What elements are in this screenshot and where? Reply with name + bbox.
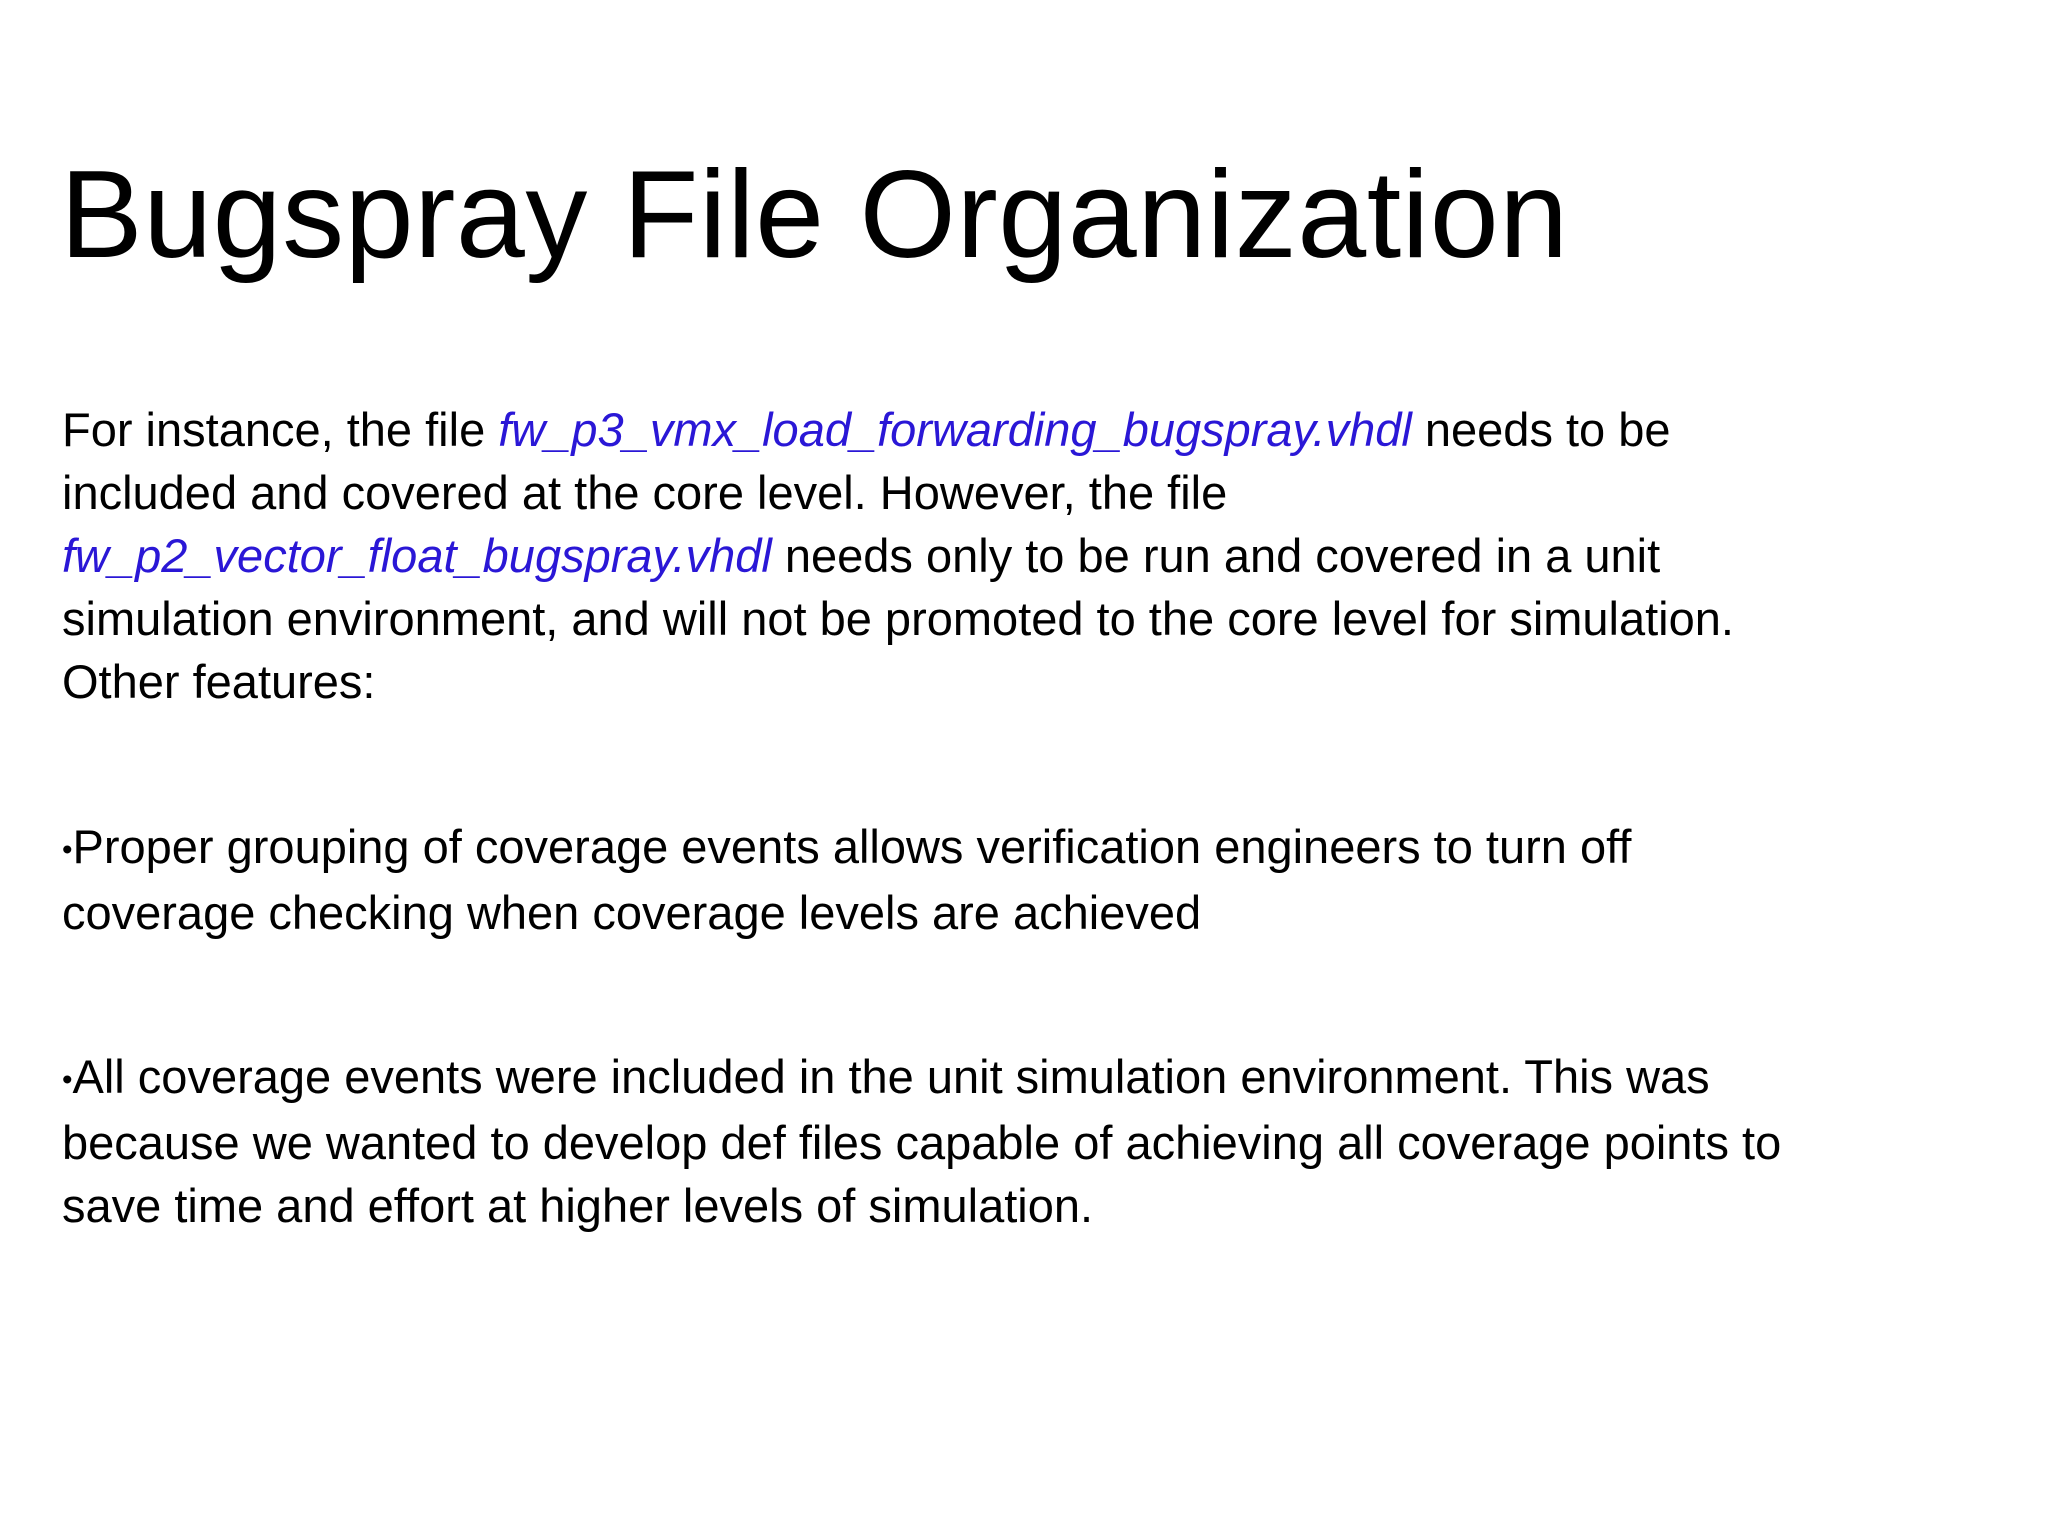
intro-line-4: simulation environment, and will not be promoted to the core level for simulation. — [62, 592, 1734, 645]
intro-text: For instance, the file — [62, 403, 499, 456]
intro-paragraph — [62, 398, 1992, 713]
intro-text: needs to be — [1411, 403, 1671, 456]
bullet-line-2: because we wanted to develop def files capable of achieving all coverage points to — [62, 1116, 1782, 1170]
slide-title: Bugspray File Organization — [60, 146, 1569, 284]
bullet-line-1 — [62, 815, 1992, 881]
intro-line-3 — [62, 524, 1992, 587]
bullet-marker: • — [62, 1063, 73, 1097]
bullet-line-2: coverage checking when coverage levels are achieved — [62, 886, 1202, 940]
bullet-marker: • — [62, 833, 73, 867]
bullet-text: All coverage events were included in the unit simulation environment. This was — [72, 1050, 1710, 1103]
intro-line-2: included and covered at the core level. However, the file — [62, 466, 1228, 519]
bullet-line-3: save time and effort at higher levels of simulation. — [62, 1179, 1094, 1233]
bullet-text: Proper grouping of coverage events allows verification engineers to turn off — [72, 820, 1632, 873]
bullet-line-1 — [62, 1045, 1992, 1111]
intro-line-5: Other features: — [62, 655, 376, 708]
intro-line-1 — [62, 398, 1992, 461]
filename-vector-float: fw_p2_vector_float_bugspray.vhdl — [62, 529, 772, 582]
filename-load-forwarding: fw_p3_vmx_load_forwarding_bugspray.vhdl — [498, 403, 1412, 456]
intro-text: needs only to be run and covered in a unit — [771, 529, 1661, 582]
bullet-item-coverage — [62, 1045, 1992, 1237]
bullet-item-grouping — [62, 815, 1992, 944]
